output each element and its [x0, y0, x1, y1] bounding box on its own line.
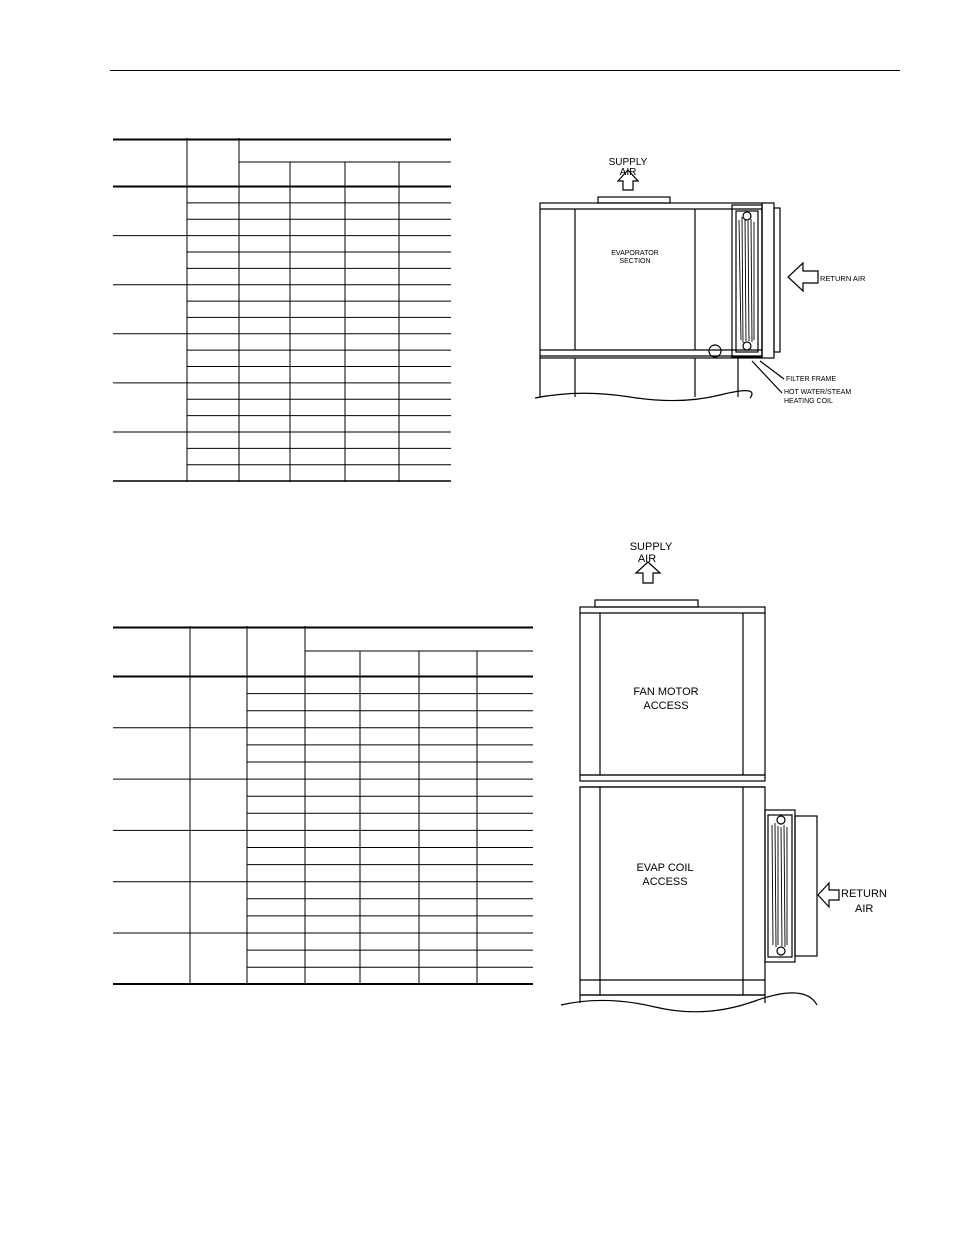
top-section-line1: EVAPORATOR: [611, 250, 659, 257]
bottom-fan-line1: FAN MOTOR: [633, 686, 699, 698]
top-heating-coil-line2: HEATING COIL: [784, 398, 833, 405]
bottom-supply-air-line2: AIR: [637, 553, 657, 565]
top-table: [113, 138, 453, 484]
top-section-line2: SECTION: [619, 258, 651, 265]
top-supply-air-line1: SUPPLY: [608, 157, 648, 168]
top-diagram: [520, 145, 890, 440]
bottom-evap-line1: EVAP COIL: [636, 862, 694, 874]
bottom-fan-line2: ACCESS: [643, 700, 689, 712]
bottom-return-line2: AIR: [855, 903, 874, 915]
bottom-return-line1: RETURN: [841, 888, 887, 900]
bottom-table: [113, 626, 535, 988]
bottom-diagram: [555, 535, 905, 1030]
top-heating-coil-line1: HOT WATER/STEAM: [784, 389, 852, 396]
top-filter-frame: FILTER FRAME: [786, 376, 837, 383]
header-rule: [110, 70, 900, 71]
top-supply-air-line2: AIR: [619, 167, 637, 178]
bottom-evap-line2: ACCESS: [642, 876, 688, 888]
top-return-air: RETURN AIR: [820, 274, 866, 283]
bottom-supply-air-line1: SUPPLY: [629, 541, 673, 553]
